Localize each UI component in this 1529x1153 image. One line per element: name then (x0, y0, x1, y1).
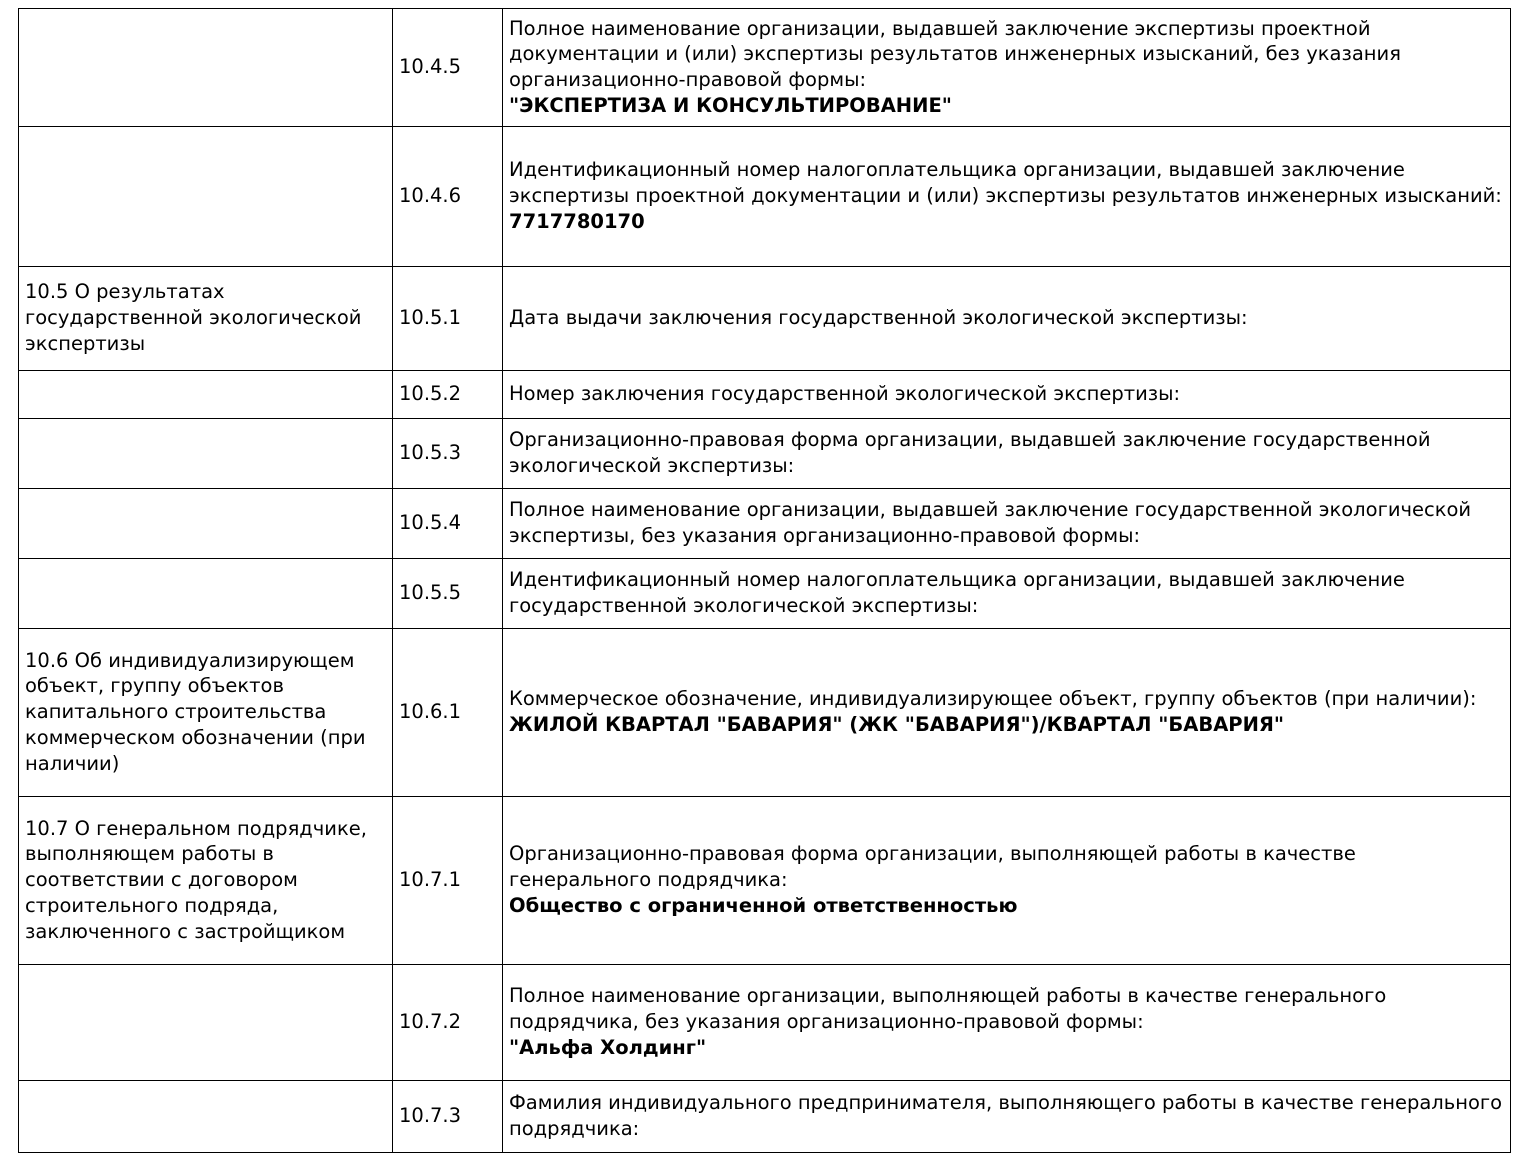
item-value: "ЭКСПЕРТИЗА И КОНСУЛЬТИРОВАНИЕ" (509, 93, 952, 117)
item-label: Фамилия индивидуального предпринимателя, выполняющего работы в качестве генерального подрядчика: (509, 1091, 1503, 1140)
section-cell (19, 489, 393, 559)
item-number: 10.4.6 (393, 127, 503, 267)
item-label: Идентификационный номер налогоплательщика организации, выдавшей заключение государственной экологической экспертизы: (509, 568, 1405, 617)
item-number: 10.7.1 (393, 797, 503, 965)
item-label: Полное наименование организации, выдавшей заключение государственной экологической экспертизы, без указания организационно-правовой формы: (509, 498, 1472, 547)
item-content (503, 127, 1511, 267)
item-content (503, 797, 1511, 965)
item-number: 10.7.2 (393, 965, 503, 1081)
item-label: Полное наименование организации, выполняющей работы в качестве генерального подрядчика, без указания организационно-правовой формы: (509, 984, 1387, 1034)
item-number: 10.5.3 (393, 419, 503, 489)
item-content (503, 267, 1511, 371)
item-value: Общество с ограниченной ответственностью (509, 893, 1018, 917)
table-row (19, 267, 1511, 371)
item-content (503, 489, 1511, 559)
section-cell: 10.6 Об индивидуализирующем объект, группу объектов капитального строительства коммерческом обозначении (при наличии) (19, 629, 393, 797)
table-row (19, 1081, 1511, 1153)
item-number: 10.6.1 (393, 629, 503, 797)
item-label: Полное наименование организации, выдавшей заключение экспертизы проектной документации и (или) экспертизы результатов инженерных изысканий, без указания организационно-правовой формы: (509, 16, 1401, 91)
item-label: Дата выдачи заключения государственной экологической экспертизы: (509, 306, 1248, 330)
section-cell: 10.7 О генеральном подрядчике, выполняющем работы в соответствии с договором строительного подряда, заключенного с застройщиком (19, 797, 393, 965)
item-number: 10.5.5 (393, 559, 503, 629)
item-content (503, 371, 1511, 419)
item-content (503, 629, 1511, 797)
item-label: Организационно-правовая форма организации, выполняющей работы в качестве генерального подрядчика: (509, 842, 1356, 892)
section-cell (19, 419, 393, 489)
table-row (19, 127, 1511, 267)
item-label: Идентификационный номер налогоплательщика организации, выдавшей заключение экспертизы проектной документации и (или) экспертизы результатов инженерных изысканий: (509, 158, 1502, 208)
item-number: 10.7.3 (393, 1081, 503, 1153)
item-label: Организационно-правовая форма организации, выдавшей заключение государственной экологической экспертизы: (509, 428, 1431, 477)
section-cell (19, 127, 393, 267)
table-row (19, 559, 1511, 629)
item-content (503, 419, 1511, 489)
item-content (503, 9, 1511, 127)
item-content (503, 559, 1511, 629)
item-number: 10.5.2 (393, 371, 503, 419)
table-row (19, 797, 1511, 965)
item-content (503, 965, 1511, 1081)
item-number: 10.5.1 (393, 267, 503, 371)
item-content (503, 1081, 1511, 1153)
table-row (19, 371, 1511, 419)
section-cell (19, 965, 393, 1081)
item-value: ЖИЛОЙ КВАРТАЛ "БАВАРИЯ" (ЖК "БАВАРИЯ")/КВАРТАЛ "БАВАРИЯ" (509, 713, 1285, 736)
section-cell (19, 9, 393, 127)
project-declaration-table (18, 8, 1511, 1153)
section-cell (19, 371, 393, 419)
item-value: 7717780170 (509, 209, 645, 233)
section-cell (19, 559, 393, 629)
table-row (19, 965, 1511, 1081)
section-cell: 10.5 О результатах государственной экологической экспертизы (19, 267, 393, 371)
item-label: Коммерческое обозначение, индивидуализирующее объект, группу объектов (при наличии): (509, 687, 1477, 711)
section-cell (19, 1081, 393, 1153)
item-label: Номер заключения государственной экологической экспертизы: (509, 382, 1181, 406)
item-number: 10.5.4 (393, 489, 503, 559)
table-row (19, 9, 1511, 127)
item-value: "Альфа Холдинг" (509, 1035, 707, 1059)
table-row (19, 629, 1511, 797)
item-number: 10.4.5 (393, 9, 503, 127)
table-row (19, 419, 1511, 489)
table-row (19, 489, 1511, 559)
